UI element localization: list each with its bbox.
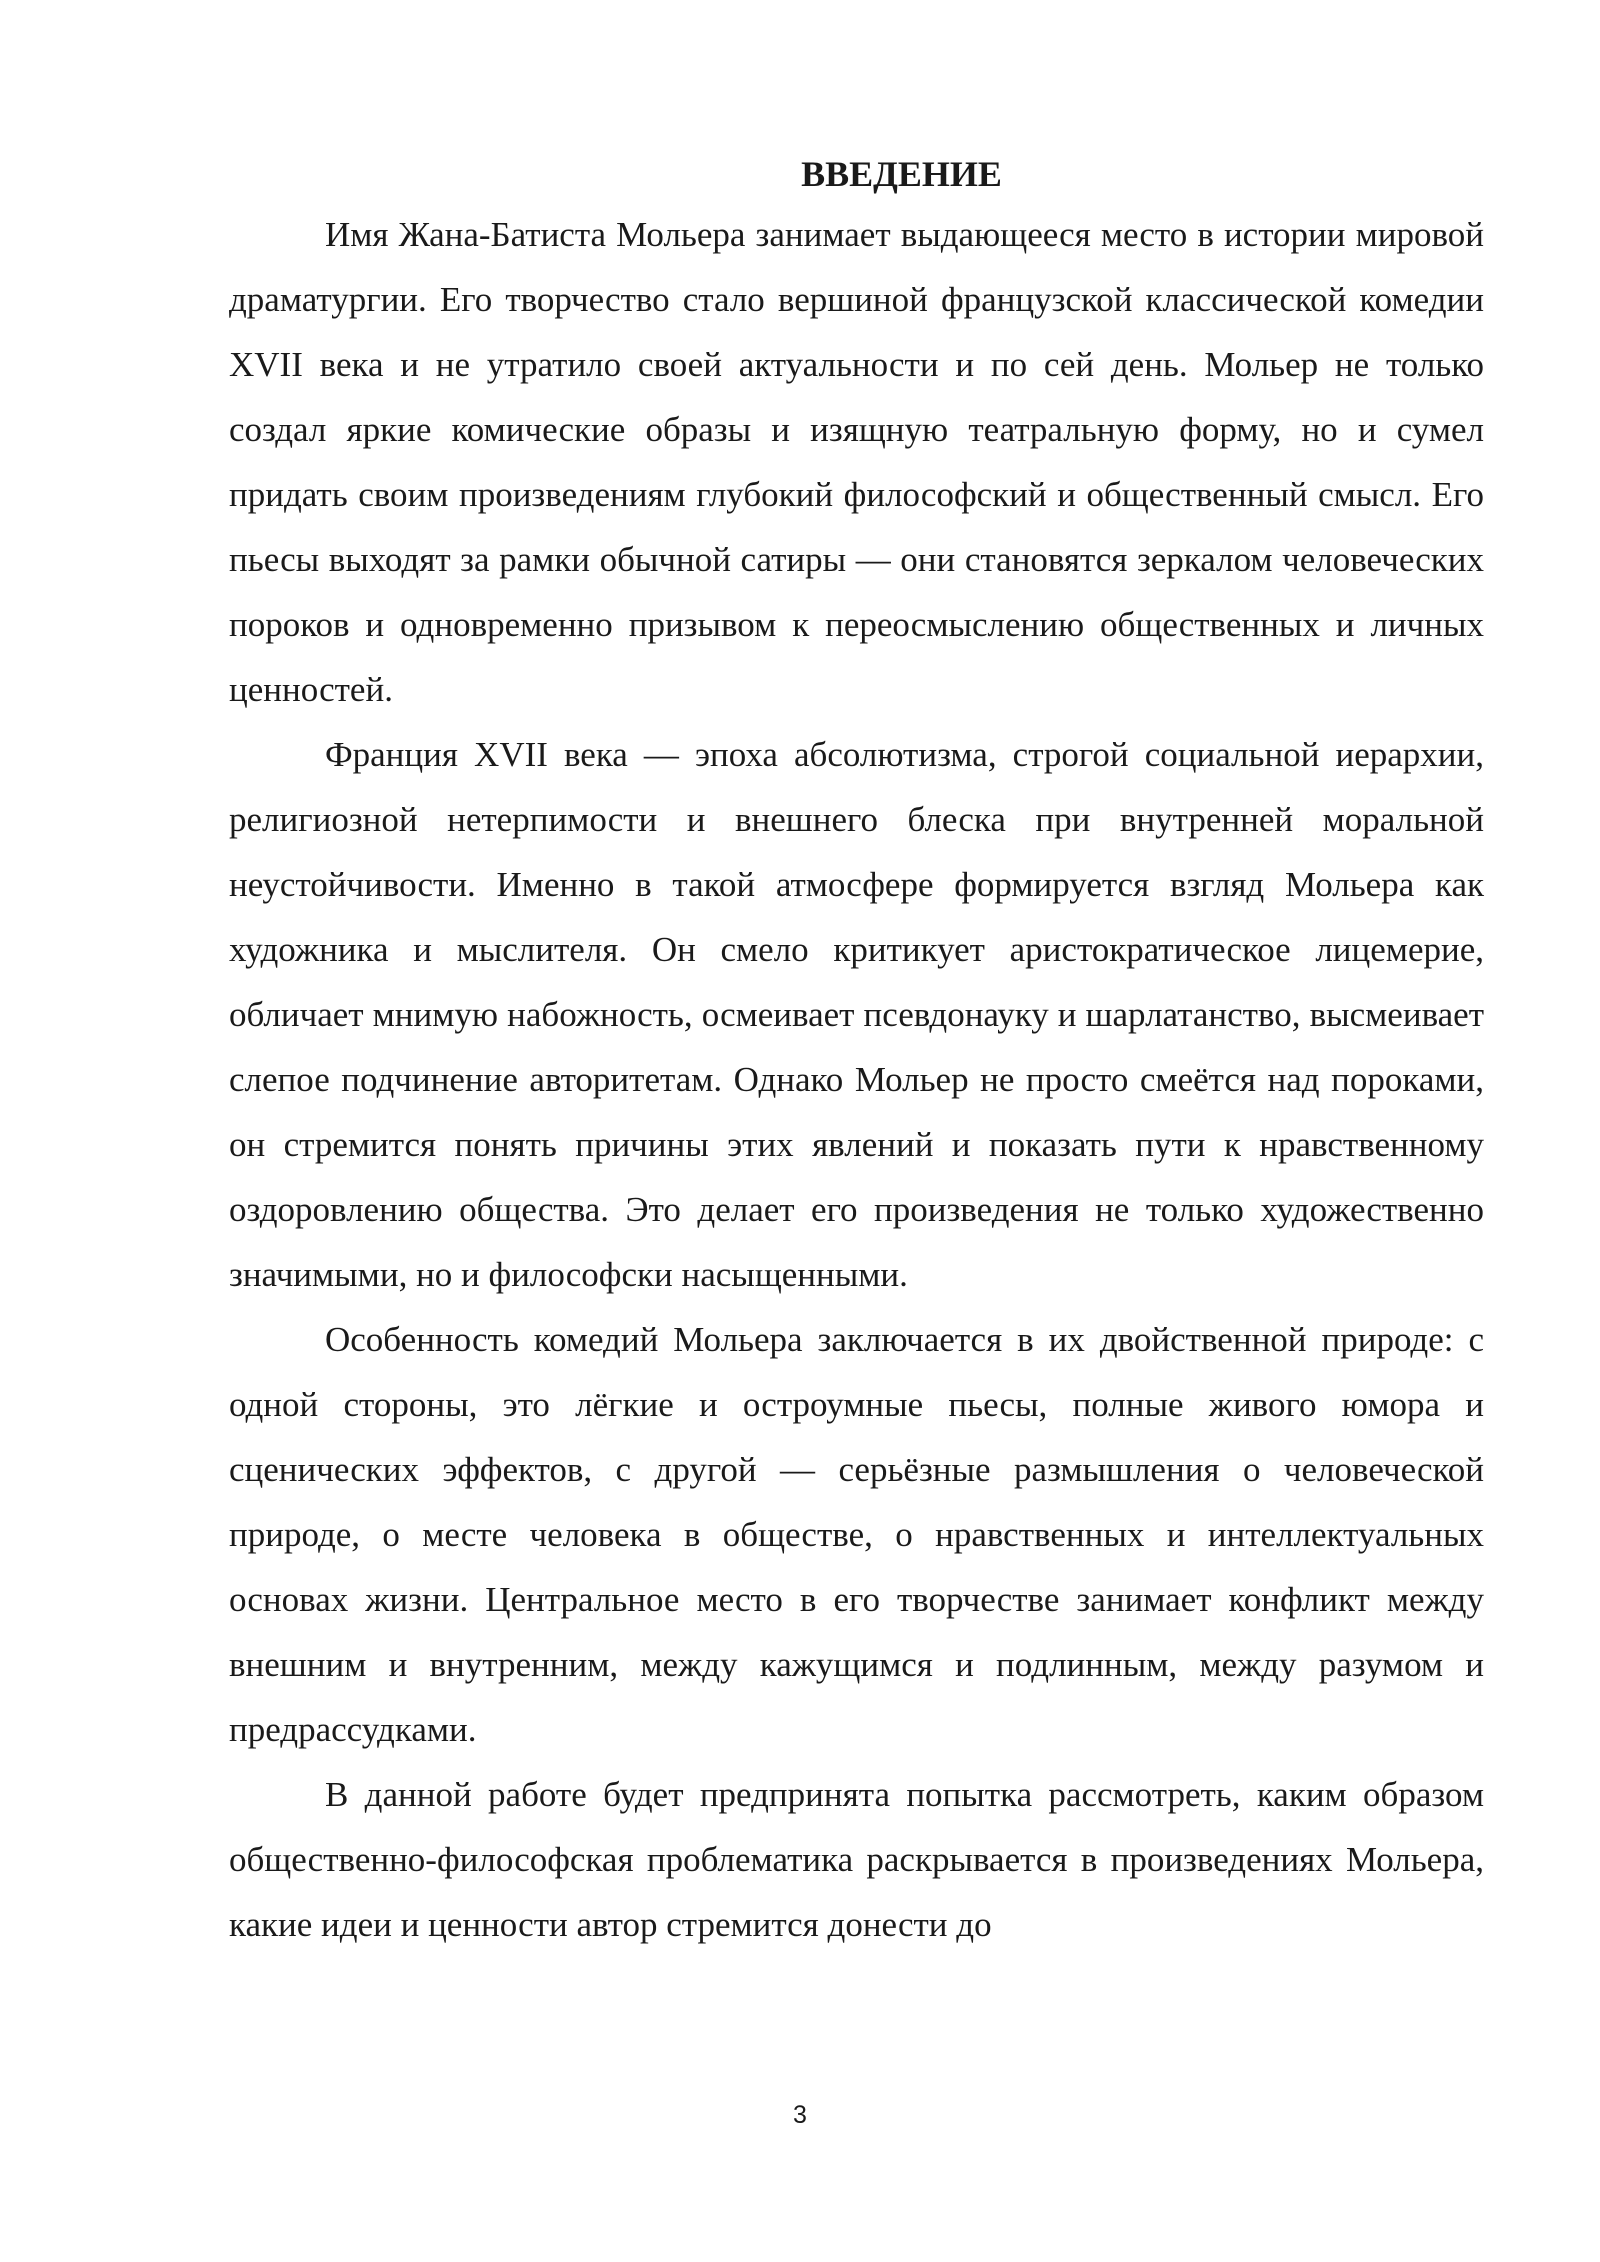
section-heading: ВВЕДЕНИЕ xyxy=(801,154,1002,194)
paragraph-historical-context: Франция XVII века — эпоха абсолютизма, строгой социальной иерархии, религиозной нетерпимости и внешнего блеска при внутренней моральной неустойчивости. Именно в такой атмосфере формируется взгляд Мольера как художника и мыслителя. Он смело критикует аристократическое лицемерие, обличает мнимую набожность, осмеивает псевдонауку и шарлатанство, высмеивает слепое подчинение авторитетам. Однако Мольер не просто смеётся над пороками, он стремится понять причины этих явлений и показать пути к нравственному оздоровлению общества. Это делает его произведения не только художественно значимыми, но и философски насыщенными. xyxy=(229,735,1484,1294)
paragraph-comedy-features: Особенность комедий Мольера заключается в их двойственной природе: с одной стороны, это лёгкие и остроумные пьесы, полные живого юмора и сценических эффектов, с другой — серьёзные размышления о человеческой природе, о месте человека в обществе, о нравственных и интеллектуальных основах жизни. Центральное место в его творчестве занимает конфликт между внешним и внутренним, между кажущимся и подлинным, между разумом и предрассудками. xyxy=(229,1320,1484,1749)
page-body xyxy=(229,146,1484,1957)
paragraph-work-aim: В данной работе будет предпринята попытка рассмотреть, каким образом общественно-философская проблематика раскрывается в произведениях Мольера, какие идеи и ценности автор стремится донести до xyxy=(229,1775,1484,1944)
page-number: 3 xyxy=(793,2101,807,2129)
paragraph-intro: Имя Жана-Батиста Мольера занимает выдающееся место в истории мировой драматургии. Его творчество стало вершиной французской классической комедии XVII века и не утратило своей актуальности и по сей день. Мольер не только создал яркие комические образы и изящную театральную форму, но и сумел придать своим произведениям глубокий философский и общественный смысл. Его пьесы выходят за рамки обычной сатиры — они становятся зеркалом человеческих пороков и одновременно призывом к переосмыслению общественных и личных ценностей. xyxy=(229,215,1484,709)
